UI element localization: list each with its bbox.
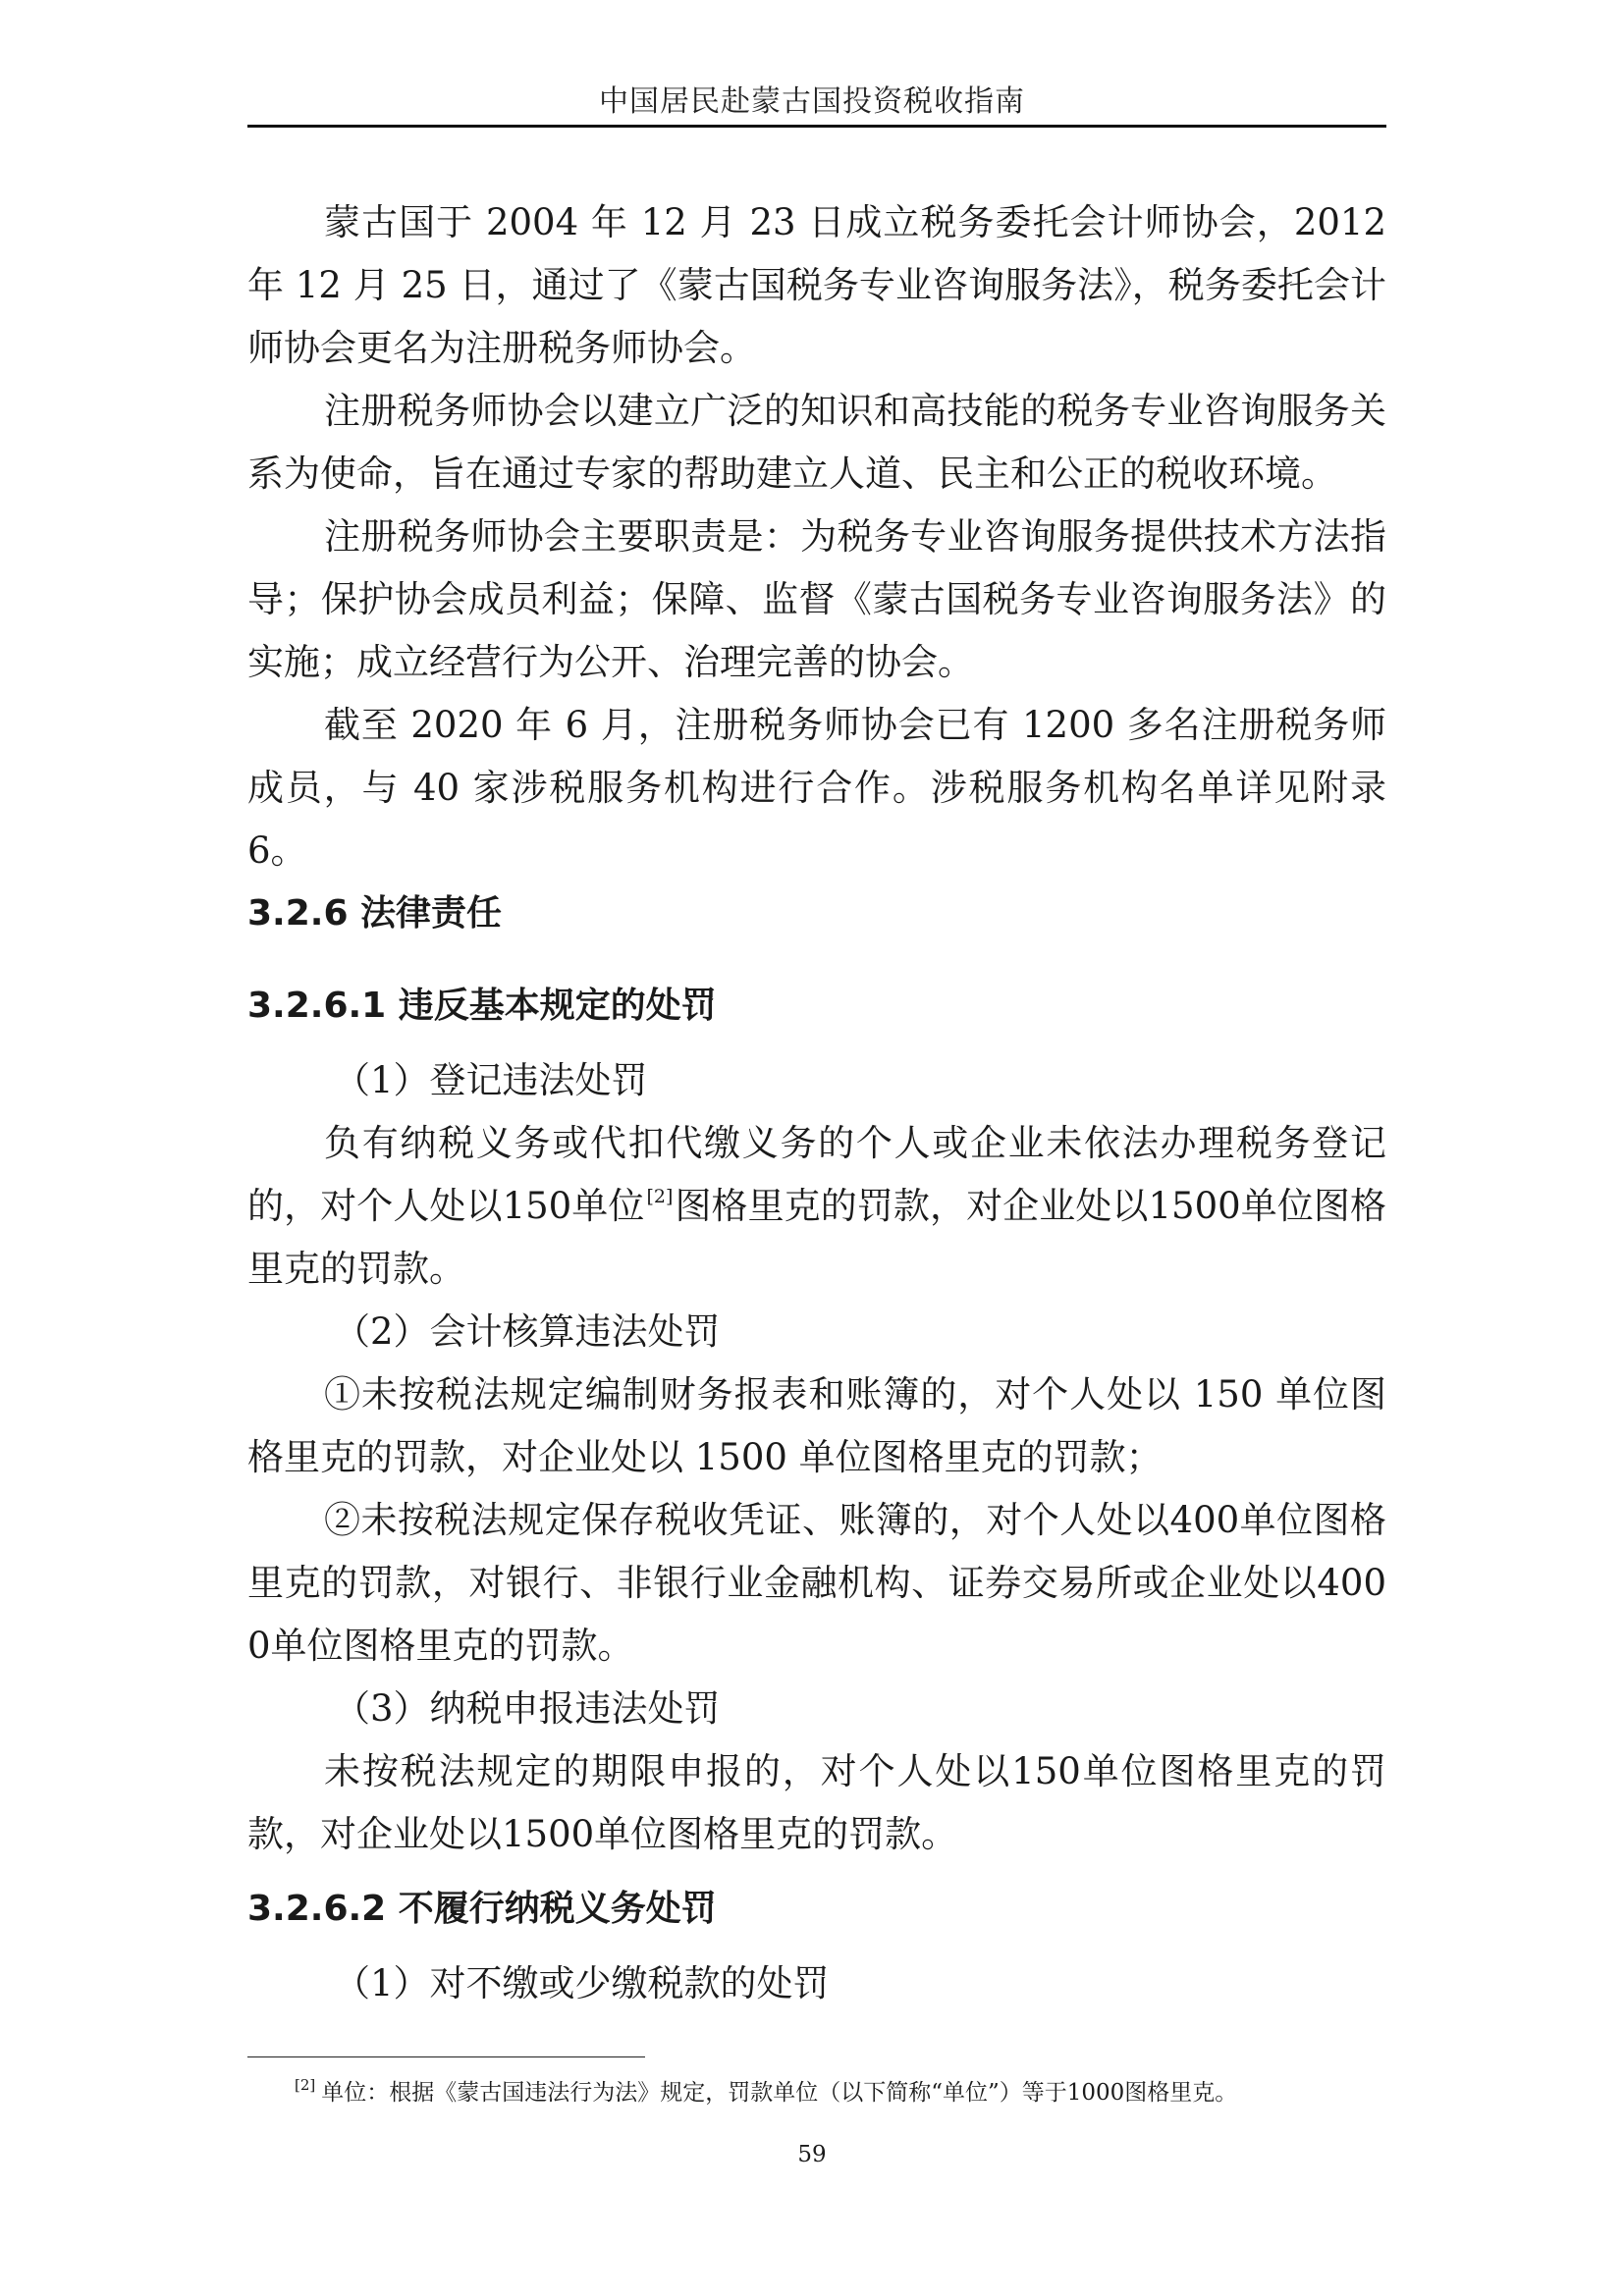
main-content [247,191,1386,2015]
paragraph-registration-violation [247,1112,1386,1301]
paragraph-filing-violation: 未按税法规定的期限申报的，对个人处以150单位图格里克的罚款，对企业处以1500单位图格里克的罚款。 [247,1750,1386,1855]
item-filing-violation-title: （3）纳税申报违法处罚 [334,1687,721,1730]
item-underpayment-title: （1）对不缴或少缴税款的处罚 [334,1962,830,2004]
section-heading-legal-liability: 3.2.6 法律责任 [247,893,503,934]
paragraph-association-mission: 注册税务师协会以建立广泛的知识和高技能的税务专业咨询服务关系为使命，旨在通过专家的帮助建立人道、民主和公正的税收环境。 [247,390,1386,495]
footnote-mark: [2] [295,2076,316,2094]
registration-violation-text-b: 图格里克的罚款，对企业处以1500单位图格里克的罚款。 [247,1185,1386,1290]
subsection-heading-nonpayment: 3.2.6.2 不履行纳税义务处罚 [247,1889,717,1929]
paragraph-association-duties: 注册税务师协会主要职责是：为税务专业咨询服务提供技术方法指导；保护协会成员利益；保障、监督《蒙古国税务专业咨询服务法》的实施；成立经营行为公开、治理完善的协会。 [247,515,1386,683]
paragraph-accounting-violation-1: ①未按税法规定编制财务报表和账簿的，对个人处以 150 单位图格里克的罚款，对企业处以 1500 单位图格里克的罚款； [247,1373,1386,1478]
registration-violation-text-a: 负有纳税义务或代扣代缴义务的个人或企业未依法办理税务登记的，对个人处以150单位 [247,1122,1386,1227]
footnote-text: 单位：根据《蒙古国违法行为法》规定，罚款单位（以下简称“单位”）等于1000图格里克。 [321,2080,1238,2106]
footnote [295,2077,1375,2109]
header-rule [247,125,1386,128]
paragraph-accounting-violation-2: ②未按税法规定保存税收凭证、账簿的，对个人处以400单位图格里克的罚款，对银行、非银行业金融机构、证券交易所或企业处以4000单位图格里克的罚款。 [247,1499,1386,1667]
item-registration-violation-title: （1）登记违法处罚 [334,1059,648,1101]
page-number: 59 [797,2142,827,2167]
paragraph-association-history: 蒙古国于 2004 年 12 月 23 日成立税务委托会计师协会，2012 年 12 月 25 日，通过了《蒙古国税务专业咨询服务法》，税务委托会计师协会更名为注册税务师协会。 [247,201,1386,369]
item-accounting-violation-title: （2）会计核算违法处罚 [334,1310,721,1353]
running-header-title: 中国居民赴蒙古国投资税收指南 [599,84,1025,119]
subsection-heading-basic-violations: 3.2.6.1 违反基本规定的处罚 [247,986,717,1026]
footnote-rule [247,2056,645,2057]
footnote-reference[interactable]: [2] [646,1186,674,1207]
paragraph-association-members: 截至 2020 年 6 月，注册税务师协会已有 1200 多名注册税务师成员，与 40 家涉税服务机构进行合作。涉税服务机构名单详见附录 6。 [247,704,1386,872]
